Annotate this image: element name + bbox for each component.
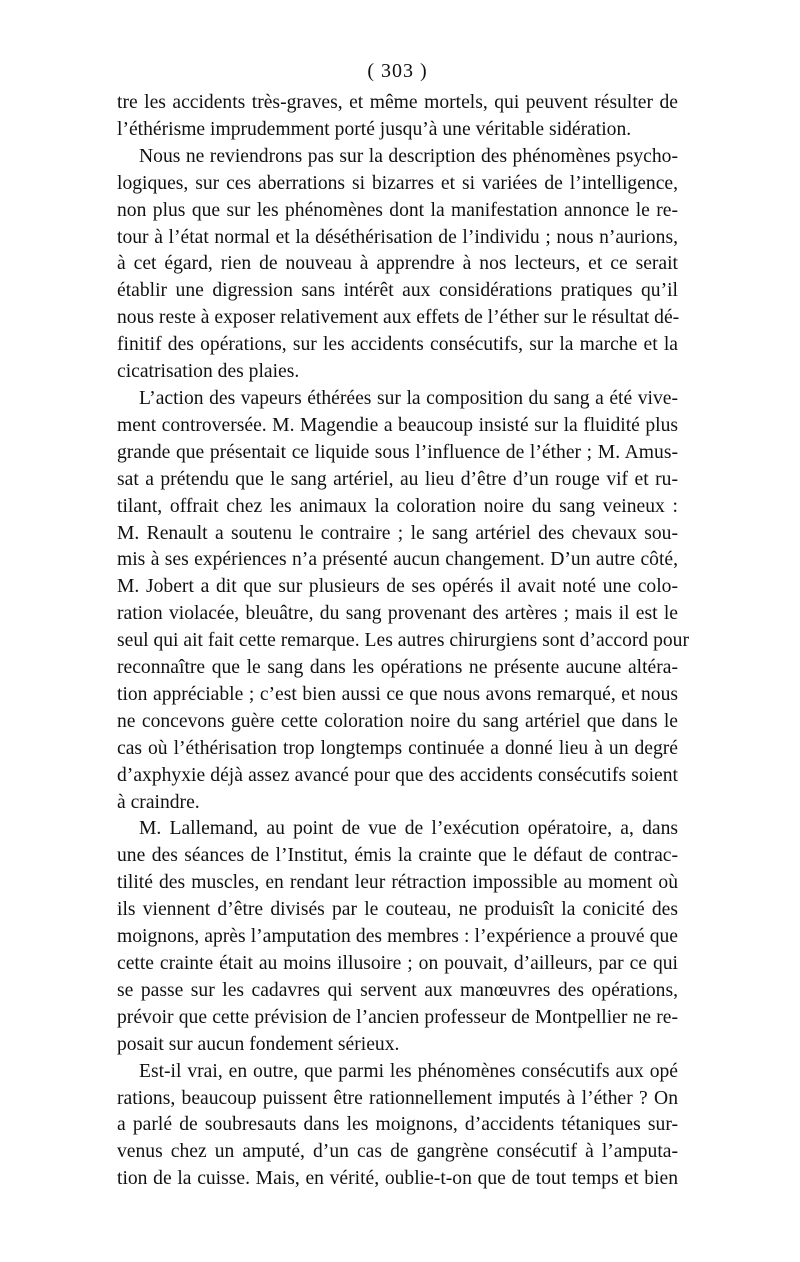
text-line: d’axphyxie déjà assez avancé pour que des accidents consécutifs soient (117, 764, 678, 786)
book-page (117, 58, 689, 1193)
text-line: l’éthérisme imprudemment porté jusqu’à une véritable sidération. (117, 118, 632, 140)
text-line: moignons, après l’amputation des membres : l’expérience a prouvé que (117, 926, 678, 948)
text-line: sat a prétendu que le sang artériel, au lieu d’être d’un rouge vif et ru- (117, 468, 678, 490)
text-line: à cet égard, rien de nouveau à apprendre à nos lecteurs, et ce serait (117, 253, 678, 275)
text-line: Est-il vrai, en outre, que parmi les phénomènes consécutifs aux opé (139, 1060, 678, 1082)
text-line: finitif des opérations, sur les accidents consécutifs, sur la marche et la (117, 334, 678, 356)
page-text-body (117, 90, 689, 1193)
text-line: reconnaître que le sang dans les opérations ne présente aucune altéra- (117, 657, 678, 679)
text-line: venus chez un amputé, d’un cas de gangrène consécutif à l’amputa- (117, 1141, 678, 1163)
text-line: a parlé de soubresauts dans les moignons, d’accidents tétaniques sur- (117, 1114, 678, 1136)
text-line: posait sur aucun fondement sérieux. (117, 1033, 400, 1055)
text-line: une des séances de l’Institut, émis la crainte que le défaut de contrac- (117, 845, 678, 867)
text-line: tre les accidents très-graves, et même mortels, qui peuvent résulter de (117, 92, 678, 113)
text-line: se passe sur les cadavres qui servent aux manœuvres des opérations, (117, 979, 678, 1001)
text-line: M. Lallemand, au point de vue de l’exécution opératoire, a, dans (139, 818, 678, 840)
text-line: M. Jobert a dit que sur plusieurs de ses opérés il avait noté une colo- (117, 576, 678, 598)
text-line: mis à ses expériences n’a présenté aucun changement. D’un autre côté, (117, 549, 678, 571)
text-line: cas où l’éthérisation trop longtemps continuée a donné lieu à un degré (117, 737, 678, 759)
paragraph (117, 144, 678, 386)
text-line: établir une digression sans intérêt aux considérations pratiques qu’il (117, 280, 678, 302)
text-line: ils viennent d’être divisés par le couteau, ne produisît la conicité des (117, 899, 678, 921)
text-line: ment controversée. M. Magendie a beaucoup insisté sur la fluidité plus (117, 414, 678, 436)
text-line: M. Renault a soutenu le contraire ; le sang artériel des chevaux sou- (117, 522, 678, 544)
page-number: ( 303 ) (367, 60, 428, 82)
text-line: cette crainte était au moins illusoire ; on pouvait, d’ailleurs, par ce qui (117, 953, 678, 974)
text-line: à craindre. (117, 791, 200, 813)
text-line: Nous ne reviendrons pas sur la description des phénomènes psycho- (139, 145, 678, 167)
text-line: prévoir que cette prévision de l’ancien professeur de Montpellier ne re- (117, 1006, 678, 1028)
paragraph (117, 386, 689, 817)
text-line: tion de la cuisse. Mais, en vérité, oublie-t-on que de tout temps et bien (117, 1168, 678, 1190)
text-line: rations, beaucoup puissent être rationnellement imputés à l’éther ? On (117, 1087, 678, 1109)
paragraph (117, 1059, 678, 1194)
text-line: tour à l’état normal et la déséthérisation de l’individu ; nous n’aurions, (117, 226, 678, 248)
text-line: L’action des vapeurs éthérées sur la composition du sang a été vive- (139, 387, 678, 409)
paragraph (117, 816, 678, 1058)
text-line: grande que présentait ce liquide sous l’influence de l’éther ; M. Amus- (117, 441, 678, 463)
text-line: logiques, sur ces aberrations si bizarres et si variées de l’intelligence, (117, 172, 678, 194)
text-line: nous reste à exposer relativement aux effets de l’éther sur le résultat dé- (117, 307, 680, 329)
paragraph (117, 90, 678, 144)
text-line: cicatrisation des plaies. (117, 361, 300, 383)
text-line: tion appréciable ; c’est bien aussi ce que nous avons remarqué, et nous (117, 683, 678, 705)
text-line: ne concevons guère cette coloration noire du sang artériel que dans le (117, 710, 678, 732)
text-line: non plus que sur les phénomènes dont la manifestation annonce le re- (117, 199, 678, 221)
text-line: tilant, offrait chez les animaux la coloration noire du sang veineux : (117, 495, 678, 517)
text-line: ration violacée, bleuâtre, du sang provenant des artères ; mais il est le (117, 603, 678, 625)
text-line: seul qui ait fait cette remarque. Les autres chirurgiens sont d’accord pour (117, 630, 689, 652)
text-line: tilité des muscles, en rendant leur rétraction impossible au moment où (117, 872, 678, 894)
